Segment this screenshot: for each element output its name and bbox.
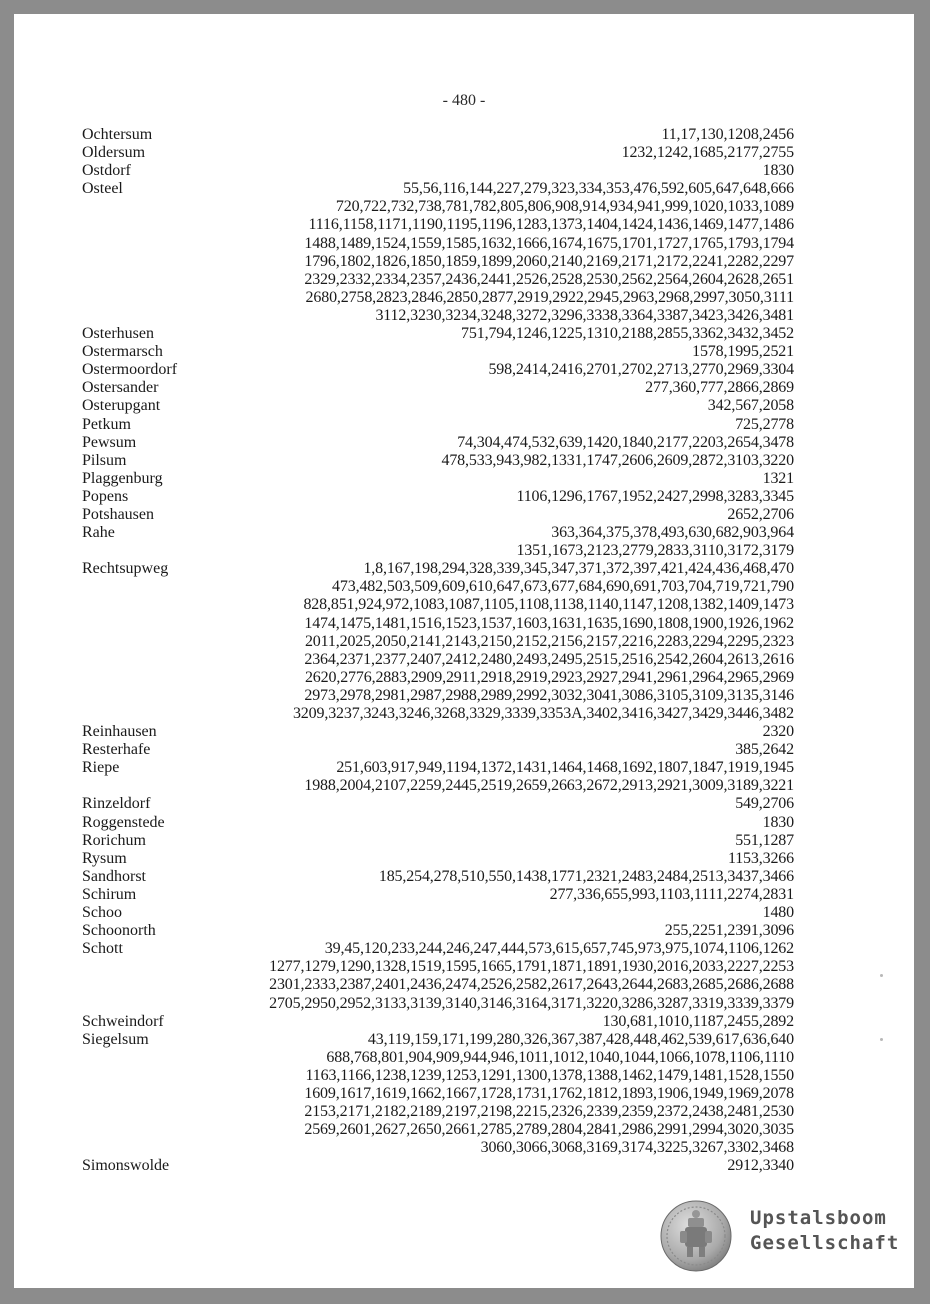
index-entry: [82, 723, 794, 741]
place-name: Plaggenburg: [82, 469, 163, 487]
reference-numbers: 130,681,1010,1187,2455,2892: [602, 1012, 794, 1030]
margin-speck: [880, 974, 883, 977]
reference-numbers: 2011,2025,2050,2141,2143,2150,2152,2156,2157,2216,2283,2294,2295,2323: [304, 632, 794, 650]
place-name: Rechtsupweg: [82, 560, 169, 578]
index-entry: [82, 850, 794, 868]
reference-numbers: 363,364,375,378,493,630,682,903,964: [551, 524, 794, 542]
reference-numbers: 2620,2776,2883,2909,2911,2918,2919,2923,2927,2941,2961,2964,2965,2969: [304, 668, 794, 686]
reference-numbers: 11,17,130,1208,2456: [661, 126, 794, 143]
reference-numbers: 1480: [762, 904, 794, 922]
reference-numbers: 3060,3066,3068,3169,3174,3225,3267,3302,3468: [480, 1139, 794, 1157]
reference-numbers: 1609,1617,1619,1662,1667,1728,1731,1762,1812,1893,1906,1949,1969,2078: [304, 1084, 794, 1102]
reference-numbers: 688,768,801,904,909,944,946,1011,1012,1040,1044,1066,1078,1106,1110: [326, 1048, 794, 1066]
index-entry: [82, 741, 794, 759]
reference-numbers: 55,56,116,144,227,279,323,334,353,476,592,605,647,648,666: [403, 180, 794, 198]
reference-numbers: 720,722,732,738,781,782,805,806,908,914,934,941,999,1020,1033,1089: [335, 198, 794, 216]
reference-numbers: 39,45,120,233,244,246,247,444,573,615,657,745,973,975,1074,1106,1262: [324, 940, 794, 958]
reference-numbers: 2705,2950,2952,3133,3139,3140,3146,3164,3171,3220,3286,3287,3319,3339,3379: [269, 994, 794, 1012]
index-entry: [82, 560, 794, 723]
index-entry: [82, 1157, 794, 1175]
reference-numbers: 1988,2004,2107,2259,2445,2519,2659,2663,2672,2913,2921,3009,3189,3221: [304, 777, 794, 795]
place-name: Schoonorth: [82, 922, 156, 940]
reference-numbers: 3209,3237,3243,3246,3268,3329,3339,3353A,3402,3416,3427,3429,3446,3482: [292, 705, 794, 722]
reference-numbers: 1116,1158,1171,1190,1195,1196,1283,1373,1404,1424,1436,1469,1477,1486: [308, 216, 794, 234]
index-entry: [82, 180, 794, 325]
place-name: Rorichum: [82, 831, 146, 849]
index-entry: [82, 814, 794, 832]
reference-numbers: 1106,1296,1767,1952,2427,2998,3283,3345: [516, 487, 794, 505]
index-entry: [82, 343, 794, 361]
place-name: Resterhafe: [82, 741, 151, 759]
reference-numbers: 1,8,167,198,294,328,339,345,347,371,372,397,421,424,436,468,470: [363, 560, 794, 578]
place-name: Rahe: [82, 524, 115, 542]
index-entry: [82, 144, 794, 162]
page-number: - 480 -: [442, 92, 486, 109]
reference-numbers: 2329,2332,2334,2357,2436,2441,2526,2528,2530,2562,2564,2604,2628,2651: [304, 270, 794, 288]
reference-numbers: 1351,1673,2123,2779,2833,3110,3172,3179: [516, 542, 794, 560]
place-name: Petkum: [82, 415, 131, 433]
index-entry: [82, 506, 794, 524]
reference-numbers: 1277,1279,1290,1328,1519,1595,1665,1791,1871,1891,1930,2016,2033,2227,2253: [269, 958, 794, 976]
index-entry: [82, 488, 794, 506]
index-entry: [82, 325, 794, 343]
place-name: Popens: [82, 487, 129, 505]
index-entry: [82, 162, 794, 180]
reference-numbers: 185,254,278,510,550,1438,1771,2321,2483,2484,2513,3437,3466: [378, 867, 794, 885]
reference-numbers: 1830: [762, 813, 794, 831]
place-name: Ochtersum: [82, 126, 153, 143]
reference-numbers: 1232,1242,1685,2177,2755: [621, 144, 794, 162]
reference-numbers: 251,603,917,949,1194,1372,1431,1464,1468,1692,1807,1847,1919,1945: [336, 759, 794, 777]
place-name: Reinhausen: [82, 723, 157, 741]
reference-numbers: 1153,3266: [727, 849, 794, 867]
seal-icon: [660, 1200, 732, 1272]
place-name: Ostermoordorf: [82, 361, 178, 379]
index-entry: [82, 126, 794, 144]
reference-numbers: 598,2414,2416,2701,2702,2713,2770,2969,3304: [488, 361, 794, 379]
reference-numbers: 1830: [762, 162, 794, 180]
index-entry: [82, 379, 794, 397]
reference-numbers: 1474,1475,1481,1516,1523,1537,1603,1631,1635,1690,1808,1900,1926,1962: [304, 614, 794, 632]
place-name: Osterupgant: [82, 397, 161, 415]
index-entry: [82, 416, 794, 434]
reference-numbers: 255,2251,2391,3096: [664, 922, 794, 940]
reference-numbers: 478,533,943,982,1331,1747,2606,2609,2872,3103,3220: [441, 451, 794, 469]
index-entry: [82, 832, 794, 850]
reference-numbers: 1796,1802,1826,1850,1859,1899,2060,2140,2169,2171,2172,2241,2282,2297: [304, 252, 794, 270]
reference-numbers: 74,304,474,532,639,1420,1840,2177,2203,2654,3478: [457, 433, 794, 451]
margin-speck: [880, 1038, 883, 1041]
reference-numbers: 1321: [762, 469, 794, 487]
reference-numbers: 3112,3230,3234,3248,3272,3296,3338,3364,3387,3423,3426,3481: [375, 306, 794, 324]
reference-numbers: 725,2778: [735, 415, 794, 433]
place-name: Potshausen: [82, 505, 154, 523]
reference-numbers: 551,1287: [735, 831, 794, 849]
place-name: Ostermarsch: [82, 343, 163, 361]
place-name: Schweindorf: [82, 1012, 164, 1030]
place-name: Rinzeldorf: [82, 795, 151, 813]
index-entry: [82, 886, 794, 904]
index-entry: [82, 868, 794, 886]
place-name: Siegelsum: [82, 1030, 149, 1048]
stamp-line-2: Gesellschaft: [750, 1232, 900, 1254]
stamp-wordmark: [750, 1206, 899, 1256]
document-page: [14, 14, 914, 1288]
index-entry: [82, 361, 794, 379]
reference-numbers: 1578,1995,2521: [692, 343, 794, 361]
reference-numbers: 2301,2333,2387,2401,2436,2474,2526,2582,2617,2643,2644,2683,2685,2686,2688: [269, 976, 794, 994]
reference-numbers: 1163,1166,1238,1239,1253,1291,1300,1378,1388,1462,1479,1481,1528,1550: [305, 1066, 794, 1084]
place-name: Oldersum: [82, 144, 146, 162]
place-name: Osterhusen: [82, 325, 154, 343]
reference-numbers: 43,119,159,171,199,280,326,367,387,428,448,462,539,617,636,640: [367, 1030, 794, 1048]
place-name: Riepe: [82, 759, 120, 777]
index-entry: [82, 470, 794, 488]
reference-numbers: 473,482,503,509,609,610,647,673,677,684,690,691,703,704,719,721,790: [332, 578, 794, 596]
place-name: Pilsum: [82, 451, 127, 469]
index-entry: [82, 397, 794, 415]
reference-numbers: 549,2706: [735, 795, 794, 813]
place-name: Schoo: [82, 904, 122, 922]
reference-numbers: 277,336,655,993,1103,1111,2274,2831: [549, 885, 794, 903]
stamp-line-1: Upstalsboom: [750, 1207, 887, 1229]
reference-numbers: 2153,2171,2182,2189,2197,2198,2215,2326,2339,2359,2372,2438,2481,2530: [304, 1103, 794, 1121]
reference-numbers: 277,360,777,2866,2869: [645, 379, 794, 397]
place-name: Osteel: [82, 180, 123, 198]
index-entry: [82, 452, 794, 470]
index-entry: [82, 1013, 794, 1031]
index-entry: [82, 759, 794, 795]
place-name: Pewsum: [82, 433, 137, 451]
place-name: Schirum: [82, 885, 137, 903]
place-name: Sandhorst: [82, 867, 146, 885]
reference-numbers: 2652,2706: [727, 505, 794, 523]
place-name: Roggenstede: [82, 813, 165, 831]
index-entry: [82, 524, 794, 560]
place-name: Rysum: [82, 849, 127, 867]
index-entry: [82, 922, 794, 940]
index-entry: [82, 1031, 794, 1158]
reference-numbers: 2320: [762, 723, 794, 741]
reference-numbers: 828,851,924,972,1083,1087,1105,1108,1138,1140,1147,1208,1382,1409,1473: [303, 596, 794, 614]
place-name: Ostdorf: [82, 162, 131, 180]
reference-numbers: 2680,2758,2823,2846,2850,2877,2919,2922,2945,2963,2968,2997,3050,3111: [305, 288, 794, 306]
index-entry: [82, 795, 794, 813]
reference-numbers: 342,567,2058: [707, 397, 794, 415]
index-entry: [82, 904, 794, 922]
index-entries: [82, 126, 794, 1175]
place-name: Ostersander: [82, 379, 159, 397]
reference-numbers: 2364,2371,2377,2407,2412,2480,2493,2495,2515,2516,2542,2604,2613,2616: [304, 650, 794, 668]
reference-numbers: 751,794,1246,1225,1310,2188,2855,3362,3432,3452: [461, 325, 794, 343]
reference-numbers: 385,2642: [735, 741, 794, 759]
reference-numbers: 2569,2601,2627,2650,2661,2785,2789,2804,2841,2986,2991,2994,3020,3035: [304, 1121, 794, 1139]
index-entry: [82, 940, 794, 1012]
reference-numbers: 2973,2978,2981,2987,2988,2989,2992,3032,3041,3086,3105,3109,3135,3146: [304, 686, 794, 704]
reference-numbers: 2912,3340: [727, 1157, 794, 1175]
place-name: Schott: [82, 940, 123, 958]
place-name: Simonswolde: [82, 1157, 170, 1175]
reference-numbers: 1488,1489,1524,1559,1585,1632,1666,1674,1675,1701,1727,1765,1793,1794: [304, 234, 794, 252]
index-entry: [82, 434, 794, 452]
